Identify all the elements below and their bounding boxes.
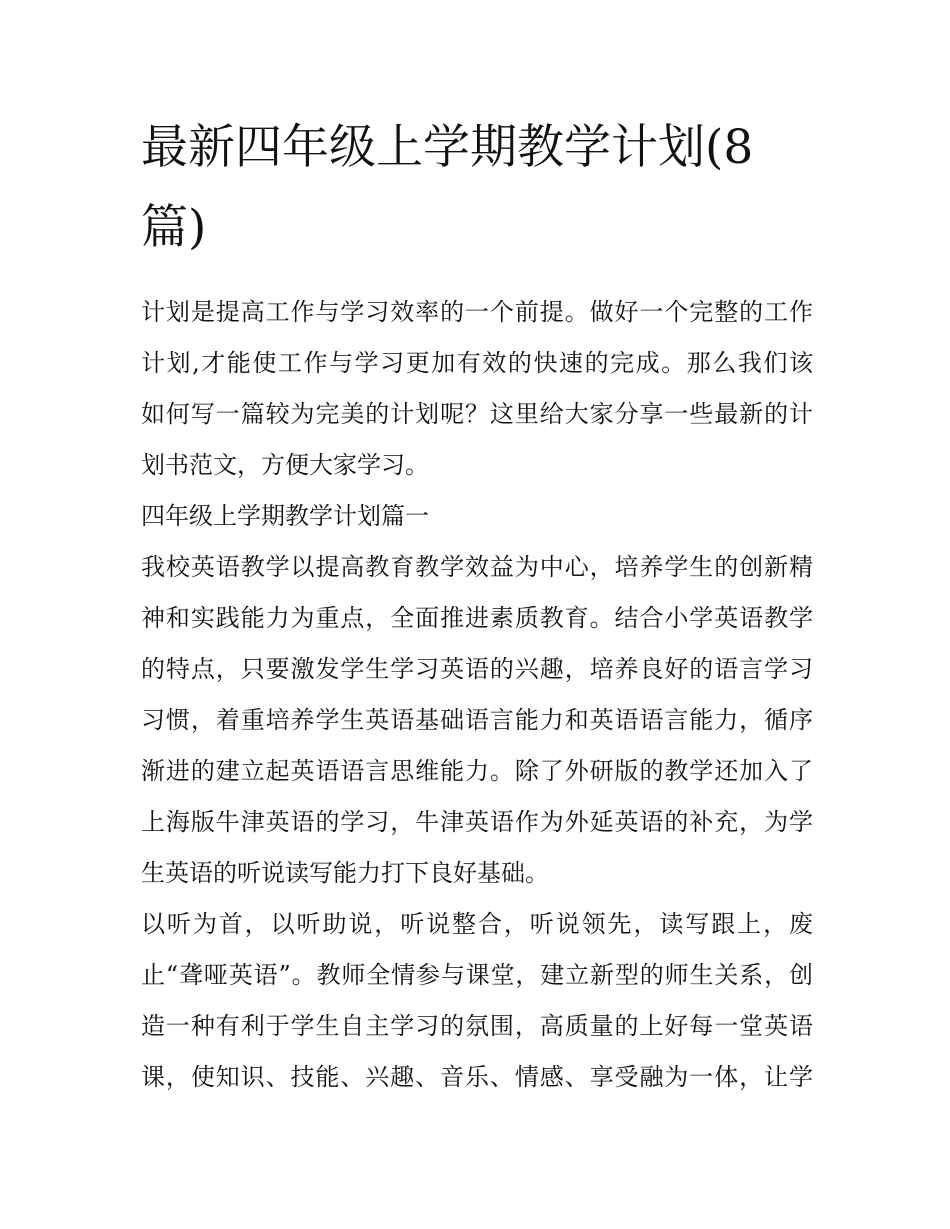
- document-body: [141, 294, 813, 1096]
- section-heading: 四年级上学期教学计划篇一: [141, 502, 429, 530]
- paragraph-line: 我校英语教学以提高教育教学效益为中心，培养学生的创新精: [141, 553, 813, 581]
- intro-line: 计划是提高工作与学习效率的一个前提。做好一个完整的工作: [141, 298, 813, 326]
- intro-line: 计划,才能使工作与学习更加有效的快速的完成。那么我们该: [141, 349, 813, 377]
- document-title: [141, 108, 813, 268]
- paragraph-line: 渐进的建立起英语语言思维能力。除了外研版的教学还加入了: [141, 757, 813, 785]
- document-content: [141, 108, 813, 1110]
- title-line: 篇): [141, 200, 207, 255]
- paragraph-line: 造一种有利于学生自主学习的氛围，高质量的上好每一堂英语: [141, 1012, 813, 1040]
- paragraph-line: 止“聋哑英语”。教师全情参与课堂，建立新型的师生关系，创: [141, 961, 813, 989]
- paragraph-line: 以听为首，以听助说，听说整合，听说领先，读写跟上，废: [141, 910, 813, 938]
- intro-line: 如何写一篇较为完美的计划呢？这里给大家分享一些最新的计: [141, 400, 813, 428]
- paragraph-line: 的特点，只要激发学生学习英语的兴趣，培养良好的语言学习: [141, 655, 813, 683]
- paragraph-line: 生英语的听说读写能力打下良好基础。: [141, 859, 549, 887]
- paragraph-line: 上海版牛津英语的学习，牛津英语作为外延英语的补充，为学: [141, 808, 813, 836]
- paragraph-line: 课，使知识、技能、兴趣、音乐、情感、享受融为一体，让学: [141, 1063, 813, 1091]
- title-line: 最新四年级上学期教学计划(8: [141, 120, 754, 175]
- paragraph-line: 习惯，着重培养学生英语基础语言能力和英语语言能力，循序: [141, 706, 813, 734]
- paragraph-line: 神和实践能力为重点，全面推进素质教育。结合小学英语教学: [141, 604, 813, 632]
- intro-line: 划书范文，方便大家学习。: [141, 451, 429, 479]
